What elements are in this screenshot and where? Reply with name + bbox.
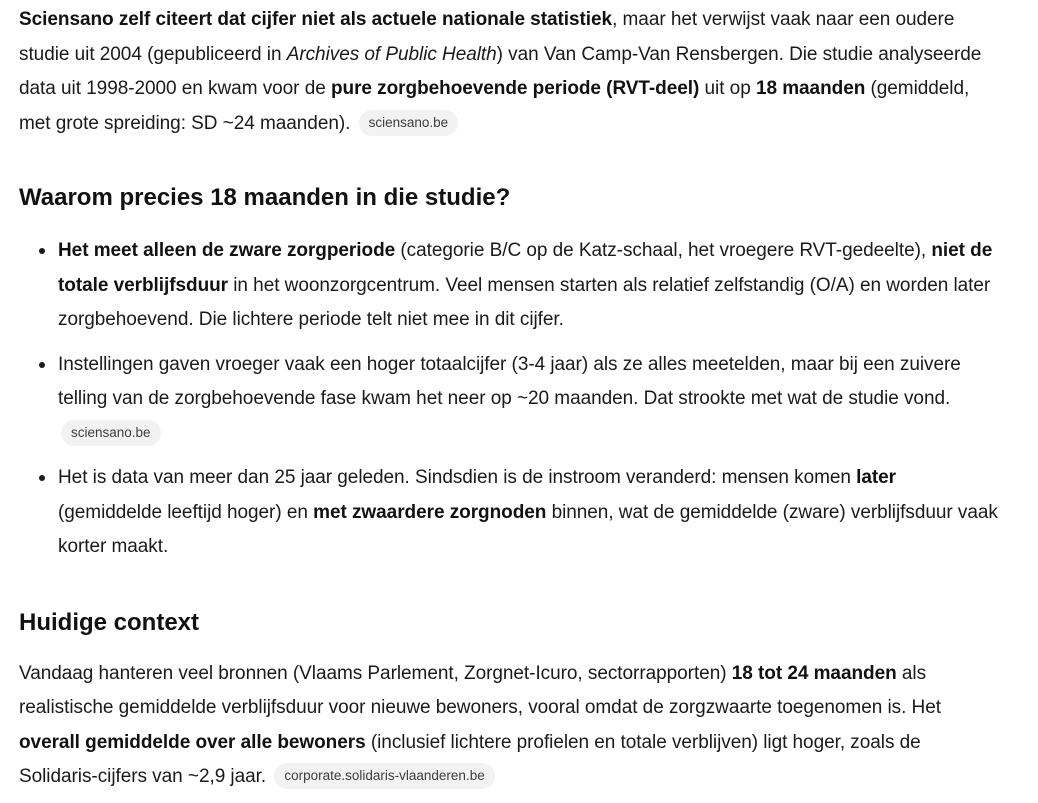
context-bold-2: overall gemiddelde over alle bewoners: [19, 731, 366, 753]
intro-paragraph: [19, 3, 999, 141]
bullet-list: [19, 234, 999, 565]
list-item: [19, 234, 999, 338]
bullet3-bold-1: later: [856, 467, 897, 488]
context-text-1: Vandaag hanteren veel bronnen (Vlaams Parlement, Zorgnet-Icuro, sectorrapporten): [19, 662, 732, 684]
intro-bold-3: 18 maanden: [755, 78, 866, 99]
intro-text-4: (gemiddeld, met grote spreiding: SD ~24 maanden).: [19, 78, 970, 134]
list-item: [19, 461, 999, 565]
bullet2-text-1: Instellingen gaven vroeger vaak een hoger totaalcijfer (3-4 jaar) als ze alles meetelden, maar bij een zuivere telling van de zorgbehoevende fase kwam het neer op ~20 maanden. Dat strookte met wat de studie vond.: [58, 353, 961, 409]
source-chip-sciensano[interactable]: sciensano.be: [359, 110, 459, 136]
source-chip-solidaris[interactable]: corporate.solidaris-vlaanderen.be: [274, 763, 494, 789]
context-bold-1: 18 tot 24 maanden: [731, 662, 897, 684]
intro-journal-name: Archives of Public Health: [286, 43, 497, 65]
bullet1-text-2: in het woonzorgcentrum. Veel mensen starten als relatief zelfstandig (O/A) en worden later zorgbehoevend. Die lichtere periode telt niet mee in dit cijfer.: [58, 274, 991, 330]
bullet1-bold-1: Het meet alleen de zware zorgperiode: [58, 240, 396, 261]
intro-bold-1: Sciensano zelf citeert dat cijfer niet als actuele nationale statistiek: [19, 9, 613, 30]
intro-text-2: ) van Van Camp-Van Rensbergen. Die studie analyseerde data uit 1998-2000 en kwam voor de: [19, 43, 982, 99]
bullet1-text-1: (categorie B/C op de Katz-schaal, het vroegere RVT-gedeelte),: [395, 240, 932, 261]
context-text-3: (inclusief lichtere profielen en totale verblijven) ligt hoger, zoals de Solidaris-cijfers van ~2,9 jaar.: [19, 731, 921, 787]
bullet3-text-1: Het is data van meer dan 25 jaar geleden. Sindsdien is de instroom veranderd: mensen komen: [58, 467, 857, 488]
intro-bold-2: pure zorgbehoevende periode (RVT-deel): [330, 78, 700, 99]
bullet1-bold-2: niet de totale verblijfsduur: [58, 240, 993, 296]
source-chip-sciensano[interactable]: sciensano.be: [61, 420, 161, 446]
bullet3-bold-2: met zwaardere zorgnoden: [313, 501, 547, 523]
intro-text-3: uit op: [699, 78, 756, 99]
response-content: [19, 0, 999, 795]
list-item: [19, 348, 999, 452]
context-text-2: als realistische gemiddelde verblijfsduur voor nieuwe bewoners, vooral omdat de zorgzwaarte toegenomen is. Het: [19, 662, 941, 718]
section-heading-current-context: Huidige context: [19, 608, 200, 636]
context-paragraph: [19, 657, 999, 795]
intro-text-1: , maar het verwijst vaak naar een oudere studie uit 2004 (gepubliceerd in: [19, 9, 955, 65]
section-heading-why-18-months: Waarom precies 18 maanden in die studie?: [19, 184, 511, 211]
bullet3-text-2: (gemiddelde leeftijd hoger) en: [58, 501, 314, 523]
bullet3-text-3: binnen, wat de gemiddelde (zware) verblijfsduur vaak korter maakt.: [58, 501, 998, 557]
